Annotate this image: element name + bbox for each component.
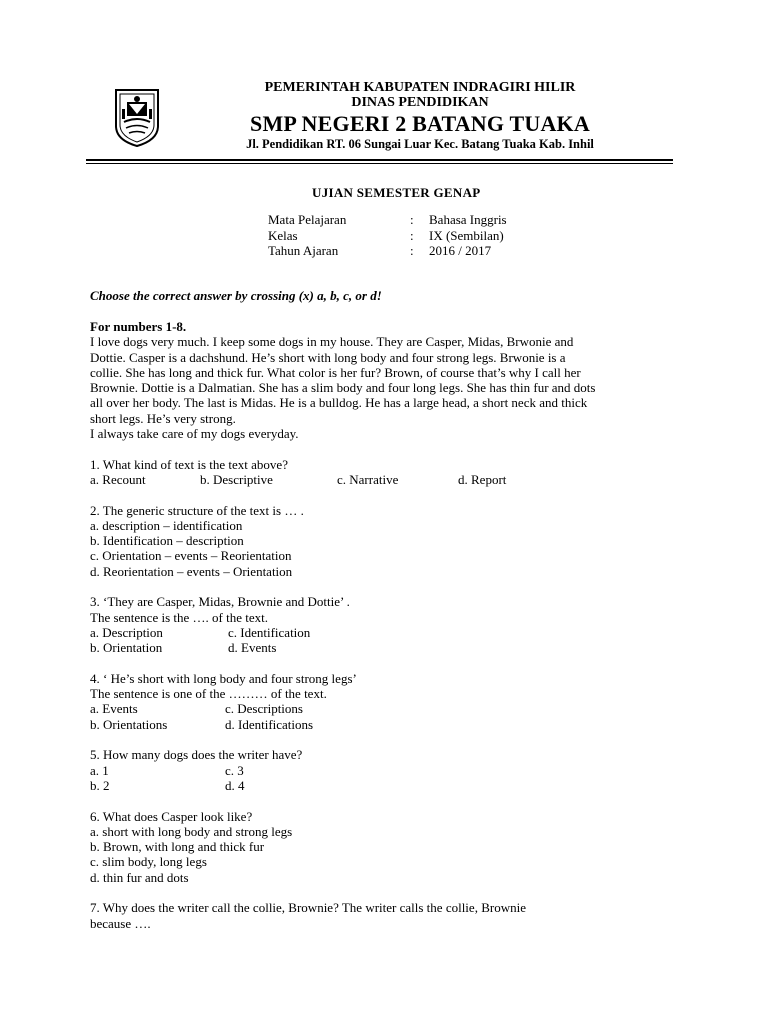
info-value: 2016 / 2017	[429, 243, 492, 258]
government-name: PEMERINTAH KABUPATEN INDRAGIRI HILIR	[264, 80, 576, 95]
option-b: b. Orientation	[90, 640, 163, 656]
header-divider	[86, 159, 673, 161]
question-2: 2. The generic structure of the text is … .	[90, 502, 304, 518]
option-d: d. Identifications	[225, 716, 314, 732]
answer-options-row	[90, 701, 700, 716]
info-label: Kelas	[268, 227, 298, 243]
option-c: c. Identification	[228, 624, 311, 640]
passage-line: Dottie. Casper is a dachshund. He’s short with long body and four strong legs. Brwonie is a	[90, 349, 566, 365]
question-4: 4. ‘ He’s short with long body and four strong legs’	[90, 670, 357, 686]
option-b: b. Descriptive	[200, 471, 273, 487]
answer-options-row	[90, 763, 700, 778]
info-separator: :	[410, 227, 414, 243]
answer-options-row	[90, 717, 700, 732]
header-divider-thin	[86, 163, 673, 164]
question-4-prompt: The sentence is one of the ……… of the text.	[90, 686, 327, 702]
info-row	[268, 243, 507, 259]
option-b: b. Identification – description	[90, 533, 244, 549]
option-a: a. Events	[90, 701, 138, 717]
instruction: Choose the correct answer by crossing (x) a, b, c, or d!	[90, 288, 382, 303]
school-address: Jl. Pendidikan RT. 06 Sungai Luar Kec. Batang Tuaka Kab. Inhil	[246, 137, 594, 151]
option-c: c. slim body, long legs	[90, 854, 207, 870]
question-3: 3. ‘They are Casper, Midas, Brownie and Dottie’ .	[90, 594, 350, 610]
regency-emblem-logo	[113, 86, 161, 148]
info-row	[268, 228, 507, 244]
option-b: b. 2	[90, 777, 110, 793]
school-name: SMP NEGERI 2 BATANG TUAKA	[250, 111, 590, 136]
option-d: d. 4	[225, 777, 245, 793]
question-7: 7. Why does the writer call the collie, Brownie? The writer calls the collie, Brownie	[90, 900, 526, 916]
info-separator: :	[410, 212, 414, 227]
info-value: Bahasa Inggris	[429, 212, 507, 227]
question-7-continuation: because ….	[90, 915, 151, 931]
info-label: Tahun Ajaran	[268, 243, 339, 258]
department-name: DINAS PENDIDIKAN	[351, 95, 489, 110]
info-row	[268, 212, 507, 228]
option-d: d. Report	[458, 471, 507, 487]
passage-heading: For numbers 1-8.	[90, 319, 187, 334]
answer-options-row	[90, 778, 700, 793]
option-a: a. 1	[90, 762, 109, 778]
option-c: c. 3	[225, 762, 244, 778]
question-3-prompt: The sentence is the …. of the text.	[90, 609, 268, 625]
exam-content	[90, 319, 700, 931]
option-c: c. Narrative	[337, 471, 399, 487]
passage-line: short legs. He’s very strong.	[90, 410, 236, 426]
option-b: b. Orientations	[90, 716, 168, 732]
passage-line: all over her body. The last is Midas. He is a bulldog. He has a large head, a short neck and thick	[90, 395, 588, 411]
passage-line: I always take care of my dogs everyday.	[90, 426, 299, 442]
exam-title: UJIAN SEMESTER GENAP	[312, 185, 481, 200]
option-c: c. Descriptions	[225, 701, 303, 717]
info-label: Mata Pelajaran	[268, 212, 347, 227]
option-d: d. thin fur and dots	[90, 869, 189, 885]
option-a: a. description – identification	[90, 517, 243, 533]
option-a: a. short with long body and strong legs	[90, 823, 293, 839]
question-1: 1. What kind of text is the text above?	[90, 456, 288, 472]
answer-options-row	[90, 625, 700, 640]
option-b: b. Brown, with long and thick fur	[90, 839, 265, 855]
option-a: a. Description	[90, 624, 163, 640]
option-d: d. Events	[228, 640, 277, 656]
info-separator: :	[410, 243, 414, 258]
passage-line: collie. She has long and thick fur. What color is her fur? Brown, of course that’s why I call her	[90, 364, 581, 380]
option-c: c. Orientation – events – Reorientation	[90, 548, 292, 564]
option-d: d. Reorientation – events – Orientation	[90, 563, 293, 579]
question-6: 6. What does Casper look like?	[90, 808, 253, 824]
question-5: 5. How many dogs does the writer have?	[90, 747, 303, 763]
option-a: a. Recount	[90, 471, 146, 487]
passage-line: I love dogs very much. I keep some dogs in my house. They are Casper, Midas, Brwonie and	[90, 334, 574, 350]
answer-options-row	[90, 472, 700, 487]
answer-options-row	[90, 640, 700, 655]
exam-info-table	[268, 212, 507, 259]
passage-line: Brownie. Dottie is a Dalmatian. She has a slim body and four long legs. She has thin fur and dots	[90, 380, 596, 396]
info-value: IX (Sembilan)	[429, 227, 504, 243]
